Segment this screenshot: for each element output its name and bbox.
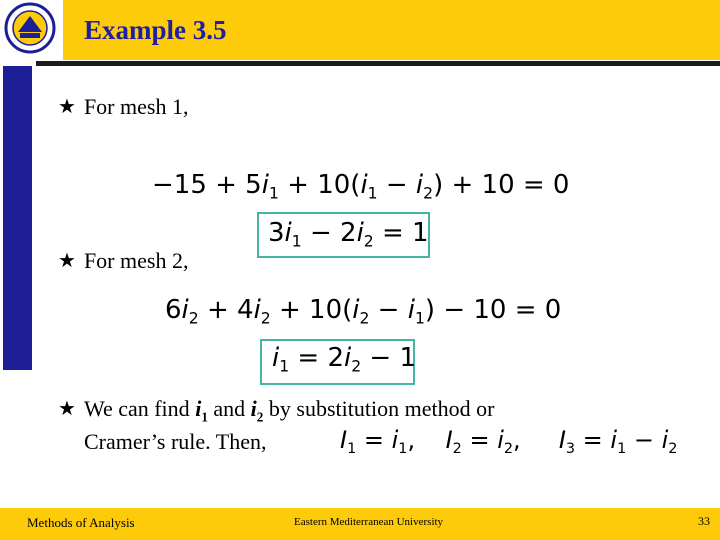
bullet-mesh-2 — [58, 248, 188, 274]
bullet-text-c: by substitution method or — [263, 396, 495, 421]
bullet-substitution: ★ We can find $i_1$ and $i_2$ by substitution method or — [58, 396, 495, 425]
equation-currents: $I_1 = i_1$, $I_2 = i_2$, $I_3 = i_1 - i_2$ — [340, 426, 678, 458]
equation-result-2: $i_1 = 2i_2 - 1$ — [272, 343, 417, 376]
bullet-substitution-line-2 — [84, 429, 266, 455]
university-logo-icon — [4, 2, 56, 54]
star-bullet-icon: ★ — [58, 96, 76, 118]
footer-course: Methods of Analysis — [27, 515, 135, 530]
bullet-text-b: and — [207, 396, 251, 421]
bullet-text: For mesh 2, — [83, 248, 189, 273]
slide-title: Example 3.5 — [84, 15, 227, 45]
footer-university: Eastern Mediterranean University — [294, 516, 444, 528]
star-bullet-icon: ★ — [58, 250, 76, 272]
sidebar-accent — [3, 66, 32, 370]
star-bullet-icon: ★ — [58, 398, 76, 420]
title-divider — [36, 61, 720, 66]
bullet-text: Cramer’s rule. Then, — [84, 429, 267, 454]
bullet-mesh-1 — [58, 94, 188, 120]
bullet-text: For mesh 1, — [83, 94, 189, 119]
equation-result-1: $3i_1 - 2i_2 = 1$ — [268, 218, 429, 251]
page-number: 33 — [698, 514, 710, 528]
equation-mesh-2: $6i_2 + 4i_2 + 10(i_2 - i_1) - 10 = 0$ — [165, 295, 562, 328]
equation-mesh-1: $-15 + 5i_1 + 10(i_1 - i_2) + 10 = 0$ — [152, 170, 570, 203]
bullet-text-a: We can find — [83, 396, 196, 421]
